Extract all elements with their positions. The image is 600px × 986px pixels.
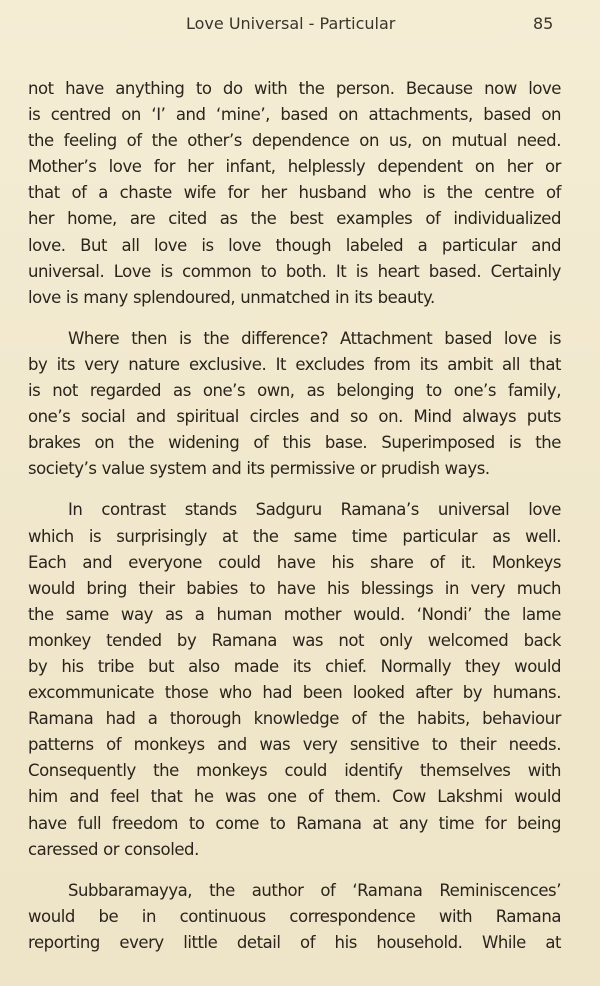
text-line: have full freedom to come to Ramana at any time for being	[28, 813, 561, 833]
running-title: Love Universal - Particular	[186, 14, 396, 33]
text-line: monkey tended by Ramana was not only welcomed back	[28, 630, 561, 650]
text-line: is not regarded as one’s own, as belonging to one’s family,	[28, 381, 561, 401]
text-line: love. But all love is love though labeled a particular and	[28, 235, 561, 255]
text-line: would be in continuous correspondence with Ramana	[28, 906, 561, 926]
text-line: not have anything to do with the person. Because now love	[28, 79, 561, 98]
text-line: Where then is the difference? Attachment based love is	[68, 328, 561, 348]
text-line: brakes on the widening of this base. Superimposed is the	[28, 433, 561, 453]
text-line: which is surprisingly at the same time particular as well.	[28, 526, 561, 546]
text-line: patterns of monkeys and was very sensitive to their needs.	[28, 735, 561, 755]
text-line: Ramana had a thorough knowledge of the habits, behaviour	[28, 709, 561, 729]
paragraph	[28, 497, 561, 862]
text-line: excommunicate those who had been looked after by humans.	[28, 683, 561, 703]
text-line: would bring their babies to have his blessings in very much	[28, 578, 561, 598]
text-line: universal. Love is common to both. It is heart based. Certainly	[28, 261, 561, 281]
text-line: the same way as a human mother would. ‘Nondi’ the lame	[28, 604, 561, 624]
text-line: In contrast stands Sadguru Ramana’s universal love	[68, 500, 561, 520]
text-line: Each and everyone could have his share of it. Monkeys	[28, 552, 561, 572]
paragraph	[28, 878, 561, 956]
paragraph	[28, 76, 561, 311]
text-line: by its very nature exclusive. It excludes from its ambit all that	[28, 354, 561, 374]
text-line: reporting every little detail of his household. While at	[28, 932, 561, 952]
text-line: Subbaramayya, the author of ‘Ramana Reminiscences’	[68, 880, 561, 900]
text-line: by his tribe but also made its chief. Normally they would	[28, 656, 561, 676]
text-line: her home, are cited as the best examples of individualized	[28, 209, 561, 229]
text-line: Mother’s love for her infant, helplessly dependent on her or	[28, 157, 561, 177]
running-header	[0, 14, 600, 44]
text-line: him and feel that he was one of them. Cow Lakshmi would	[28, 787, 561, 807]
text-line: love is many splendoured, unmatched in its beauty.	[28, 287, 435, 307]
text-line: one’s social and spiritual circles and so on. Mind always puts	[28, 407, 561, 427]
text-line: society’s value system and its permissive or prudish ways.	[28, 459, 490, 479]
text-line: that of a chaste wife for her husband who is the centre of	[28, 183, 561, 203]
page-number: 85	[533, 14, 554, 33]
text-line: is centred on ‘I’ and ‘mine’, based on attachments, based on	[28, 105, 561, 125]
text-line: the feeling of the other’s dependence on us, on mutual need.	[28, 131, 561, 151]
body-text	[28, 76, 561, 971]
paragraph	[28, 326, 561, 483]
text-line: caressed or consoled.	[28, 839, 199, 859]
text-line: Consequently the monkeys could identify themselves with	[28, 761, 561, 781]
